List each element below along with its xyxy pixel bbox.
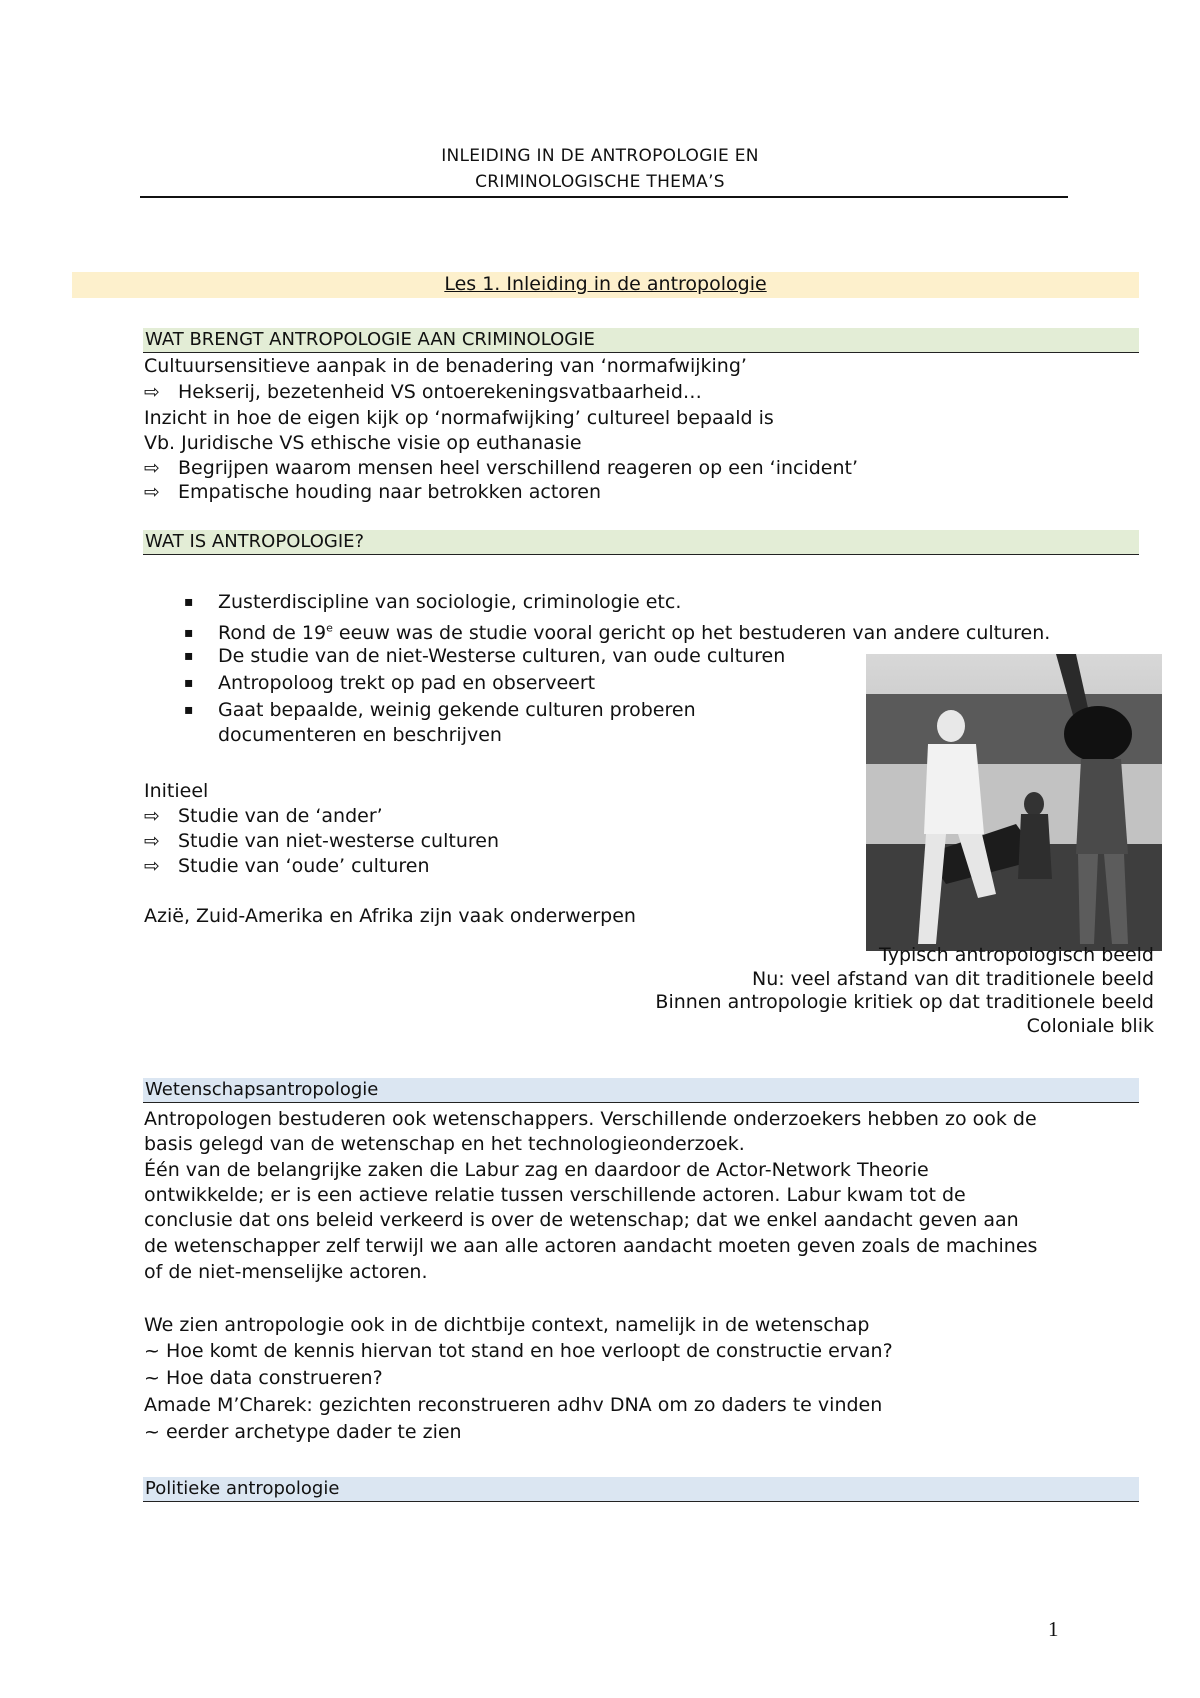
context-line: ~ eerder archetype dader te zien <box>144 1421 462 1443</box>
initieel-label: Initieel <box>144 780 209 802</box>
paragraph-line: basis gelegd van de wetenschap en het technologieonderzoek. <box>144 1133 745 1155</box>
arrow-icon: ⇨ <box>144 805 160 827</box>
arrow-icon: ⇨ <box>144 457 160 479</box>
bullet-item: ▪ Antropoloog trekt op pad en observeert <box>184 672 596 694</box>
paragraph-line: ontwikkelde; er is een actieve relatie tussen verschillende actoren. Labur kwam tot de <box>144 1184 966 1206</box>
section1-line-6: ⇨ Empatische houding naar betrokken actoren <box>144 481 602 503</box>
context-line: ~ Hoe data construeren? <box>144 1367 383 1389</box>
bullet-item: ▪ Zusterdiscipline van sociologie, criminologie etc. <box>184 591 682 613</box>
section-heading-wat-is-antropologie: WAT IS ANTROPOLOGIE? <box>143 530 1139 555</box>
section1-line-1: Cultuursensitieve aanpak in de benadering van ‘normafwijking’ <box>144 355 747 377</box>
bullet-item: ▪ Rond de 19e eeuw was de studie vooral gericht op het bestuderen van andere culturen. <box>184 622 1051 645</box>
section1-line-5: ⇨ Begrijpen waarom mensen heel verschillend reageren op een ‘incident’ <box>144 457 859 479</box>
title-rule <box>140 196 1068 198</box>
arrow-icon: ⇨ <box>144 855 160 877</box>
section-heading-politieke-antropologie: Politieke antropologie <box>143 1477 1139 1502</box>
initieel-item: ⇨ Studie van ‘oude’ culturen <box>144 855 430 877</box>
bullet-icon: ▪ <box>184 702 194 718</box>
paragraph-line: Één van de belangrijke zaken die Labur zag en daardoor de Actor-Network Theorie <box>144 1159 929 1181</box>
document-title-line-2: CRIMINOLOGISCHE THEMA’S <box>475 172 725 192</box>
section1-line-4: Vb. Juridische VS ethische visie op euthanasie <box>144 432 582 454</box>
lesson-title: Les 1. Inleiding in de antropologie <box>444 273 767 295</box>
paragraph-line: conclusie dat ons beleid verkeerd is over de wetenschap; dat we enkel aandacht geven aan <box>144 1209 1019 1231</box>
bullet-item-continuation: documenteren en beschrijven <box>218 724 502 746</box>
document-title-line-1: INLEIDING IN DE ANTROPOLOGIE EN <box>441 146 759 166</box>
bullet-icon: ▪ <box>184 625 194 642</box>
photo-caption-line-1: Typisch antropologisch beeld <box>879 944 1154 966</box>
initieel-item: ⇨ Studie van niet-westerse culturen <box>144 830 499 852</box>
context-line: ~ Hoe komt de kennis hiervan tot stand en hoe verloopt de constructie ervan? <box>144 1340 893 1362</box>
paragraph-line: de wetenschapper zelf terwijl we aan alle actoren aandacht moeten geven zoals de machines <box>144 1235 1038 1257</box>
arrow-icon: ⇨ <box>144 830 160 852</box>
bullet-icon: ▪ <box>184 675 194 691</box>
bullet-icon: ▪ <box>184 594 194 610</box>
section1-line-3: Inzicht in hoe de eigen kijk op ‘normafwijking’ cultureel bepaald is <box>144 407 774 429</box>
page-number: 1 <box>1048 1617 1059 1641</box>
paragraph-line: of de niet-menselijke actoren. <box>144 1261 428 1283</box>
section-heading-wetenschapsantropologie: Wetenschapsantropologie <box>143 1078 1139 1103</box>
bullet-icon: ▪ <box>184 648 194 664</box>
continents-line: Azië, Zuid-Amerika en Afrika zijn vaak onderwerpen <box>144 905 636 927</box>
context-line: Amade M’Charek: gezichten reconstrueren adhv DNA om zo daders te vinden <box>144 1394 883 1416</box>
arrow-icon: ⇨ <box>144 481 160 503</box>
initieel-item: ⇨ Studie van de ‘ander’ <box>144 805 383 827</box>
bullet-item: ▪ Gaat bepaalde, weinig gekende culturen proberen <box>184 699 696 721</box>
photo-caption-line-4: Coloniale blik <box>1026 1015 1154 1037</box>
context-line: We zien antropologie ook in de dichtbije context, namelijk in de wetenschap <box>144 1314 870 1336</box>
section1-line-2: ⇨ Hekserij, bezetenheid VS ontoerekeningsvatbaarheid… <box>144 381 702 403</box>
section-heading-criminologie: WAT BRENGT ANTROPOLOGIE AAN CRIMINOLOGIE <box>143 328 1139 353</box>
photo-caption-line-2: Nu: veel afstand van dit traditionele beeld <box>751 968 1154 990</box>
bullet-item: ▪ De studie van de niet-Westerse culturen, van oude culturen <box>184 645 786 667</box>
photo-caption-line-3: Binnen antropologie kritiek op dat traditionele beeld <box>655 991 1154 1013</box>
paragraph-line: Antropologen bestuderen ook wetenschappers. Verschillende onderzoekers hebben zo ook de <box>144 1108 1037 1130</box>
anthropologist-photo <box>866 654 1162 951</box>
arrow-icon: ⇨ <box>144 381 160 403</box>
